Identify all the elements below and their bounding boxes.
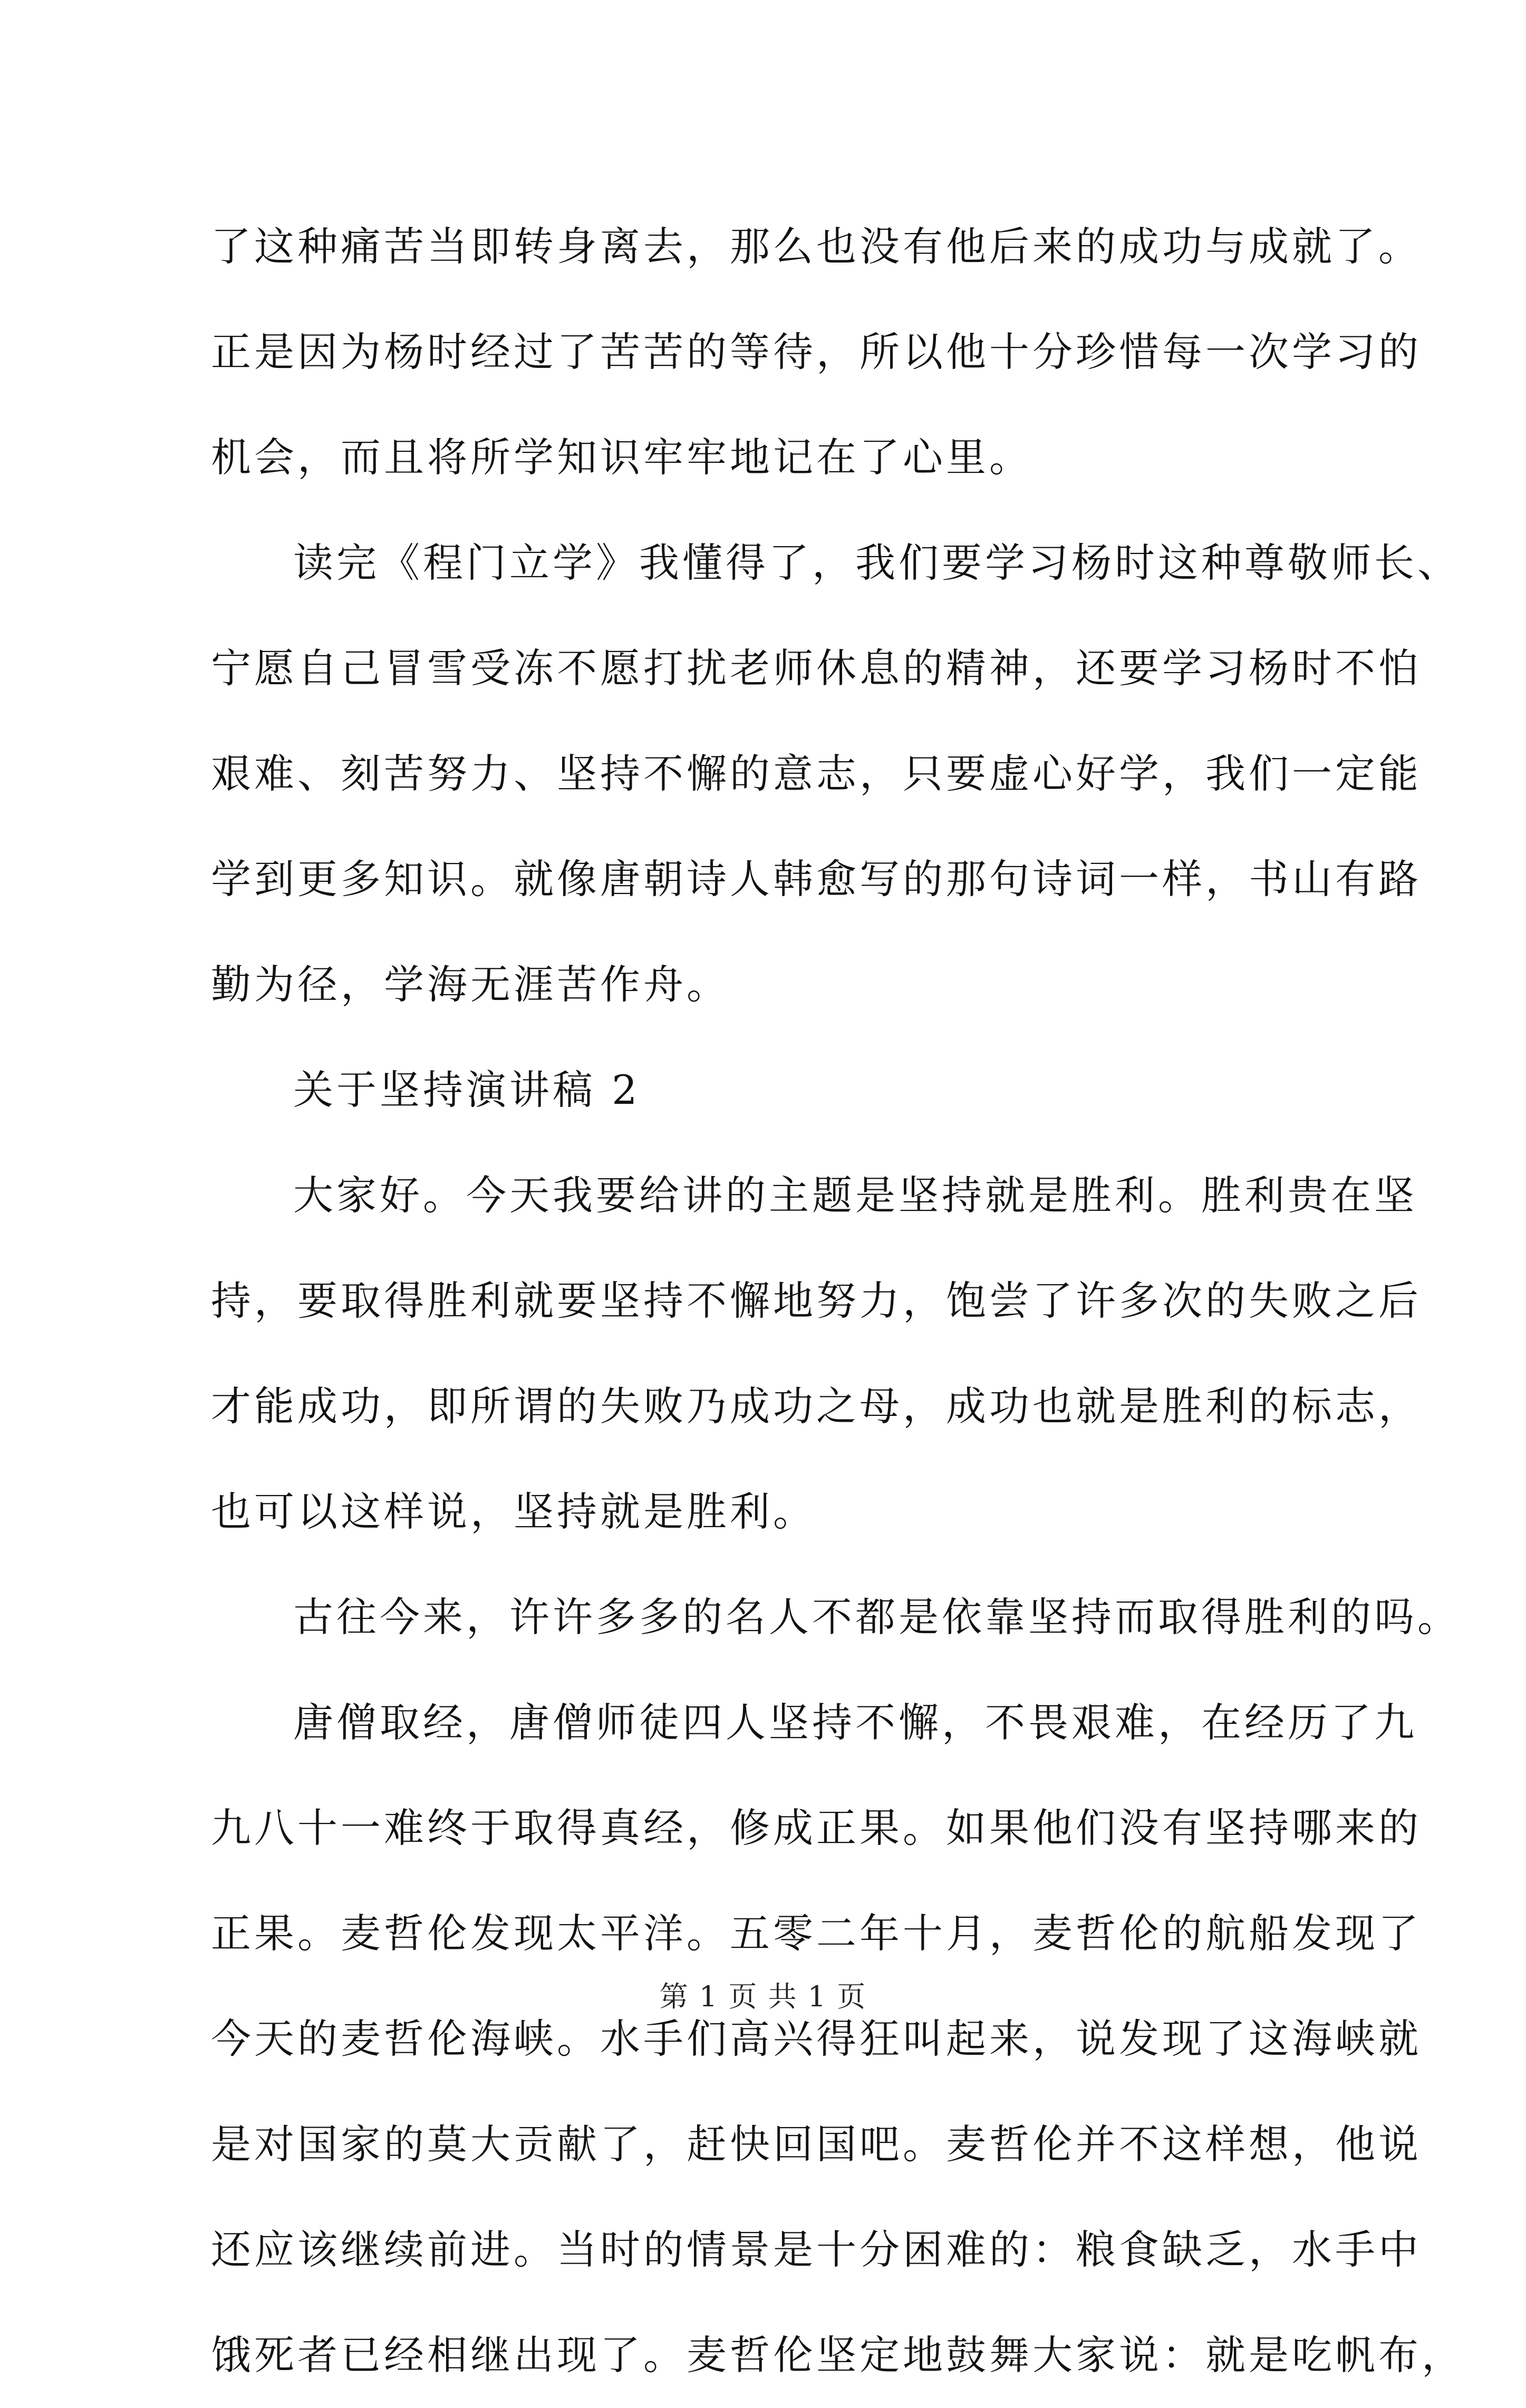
page-number-footer: 第 1 页 共 1 页 <box>659 1980 867 2013</box>
text-line-7: 学到更多知识。就像唐朝诗人韩愈写的那句诗词一样，书山有路 <box>211 856 1422 902</box>
text-line-21: 饿死者已经相继出现了。麦哲伦坚定地鼓舞大家说：就是吃帆布， <box>211 2332 1465 2378</box>
text-line-16: 九八十一难终于取得真经，修成正果。如果他们没有坚持哪来的 <box>211 1804 1422 1851</box>
text-line-4: 读完《程门立学》我懂得了，我们要学习杨时这种尊敬师长、 <box>293 539 1461 586</box>
text-line-1: 了这种痛苦当即转身离去，那么也没有他后来的成功与成就了。 <box>211 223 1422 270</box>
text-line-15: 唐僧取经，唐僧师徒四人坚持不懈，不畏艰难，在经历了九 <box>293 1699 1417 1746</box>
text-line-6: 艰难、刻苦努力、坚持不懈的意志，只要虚心好学，我们一定能 <box>211 750 1422 797</box>
text-line-19: 是对国家的莫大贡献了，赶快回国吧。麦哲伦并不这样想，他说 <box>211 2121 1422 2168</box>
text-line-17: 正果。麦哲伦发现太平洋。五零二年十月，麦哲伦的航船发现了 <box>211 1910 1422 1957</box>
text-line-12: 才能成功，即所谓的失败乃成功之母，成功也就是胜利的标志， <box>211 1383 1422 1430</box>
text-line-14: 古往今来，许许多多的名人不都是依靠坚持而取得胜利的吗。 <box>293 1594 1461 1640</box>
text-line-2: 正是因为杨时经过了苦苦的等待，所以他十分珍惜每一次学习的 <box>211 328 1422 375</box>
document-body <box>211 194 1465 2408</box>
text-line-5: 宁愿自己冒雪受冻不愿打扰老师休息的精神，还要学习杨时不怕 <box>211 645 1422 692</box>
text-line-11: 持，要取得胜利就要坚持不懈地努力，饱尝了许多次的失败之后 <box>211 1277 1422 1324</box>
text-line-20: 还应该继续前进。当时的情景是十分困难的：粮食缺乏，水手中 <box>211 2226 1422 2273</box>
text-line-13: 也可以这样说，坚持就是胜利。 <box>211 1488 816 1535</box>
text-line-8: 勤为径，学海无涯苦作舟。 <box>211 961 730 1008</box>
section-heading: 关于坚持演讲稿 2 <box>293 1066 641 1113</box>
text-line-18: 今天的麦哲伦海峡。水手们高兴得狂叫起来，说发现了这海峡就 <box>211 2015 1422 2062</box>
text-line-10: 大家好。今天我要给讲的主题是坚持就是胜利。胜利贵在坚 <box>293 1172 1417 1219</box>
text-line-3: 机会，而且将所学知识牢牢地记在了心里。 <box>211 434 1032 481</box>
